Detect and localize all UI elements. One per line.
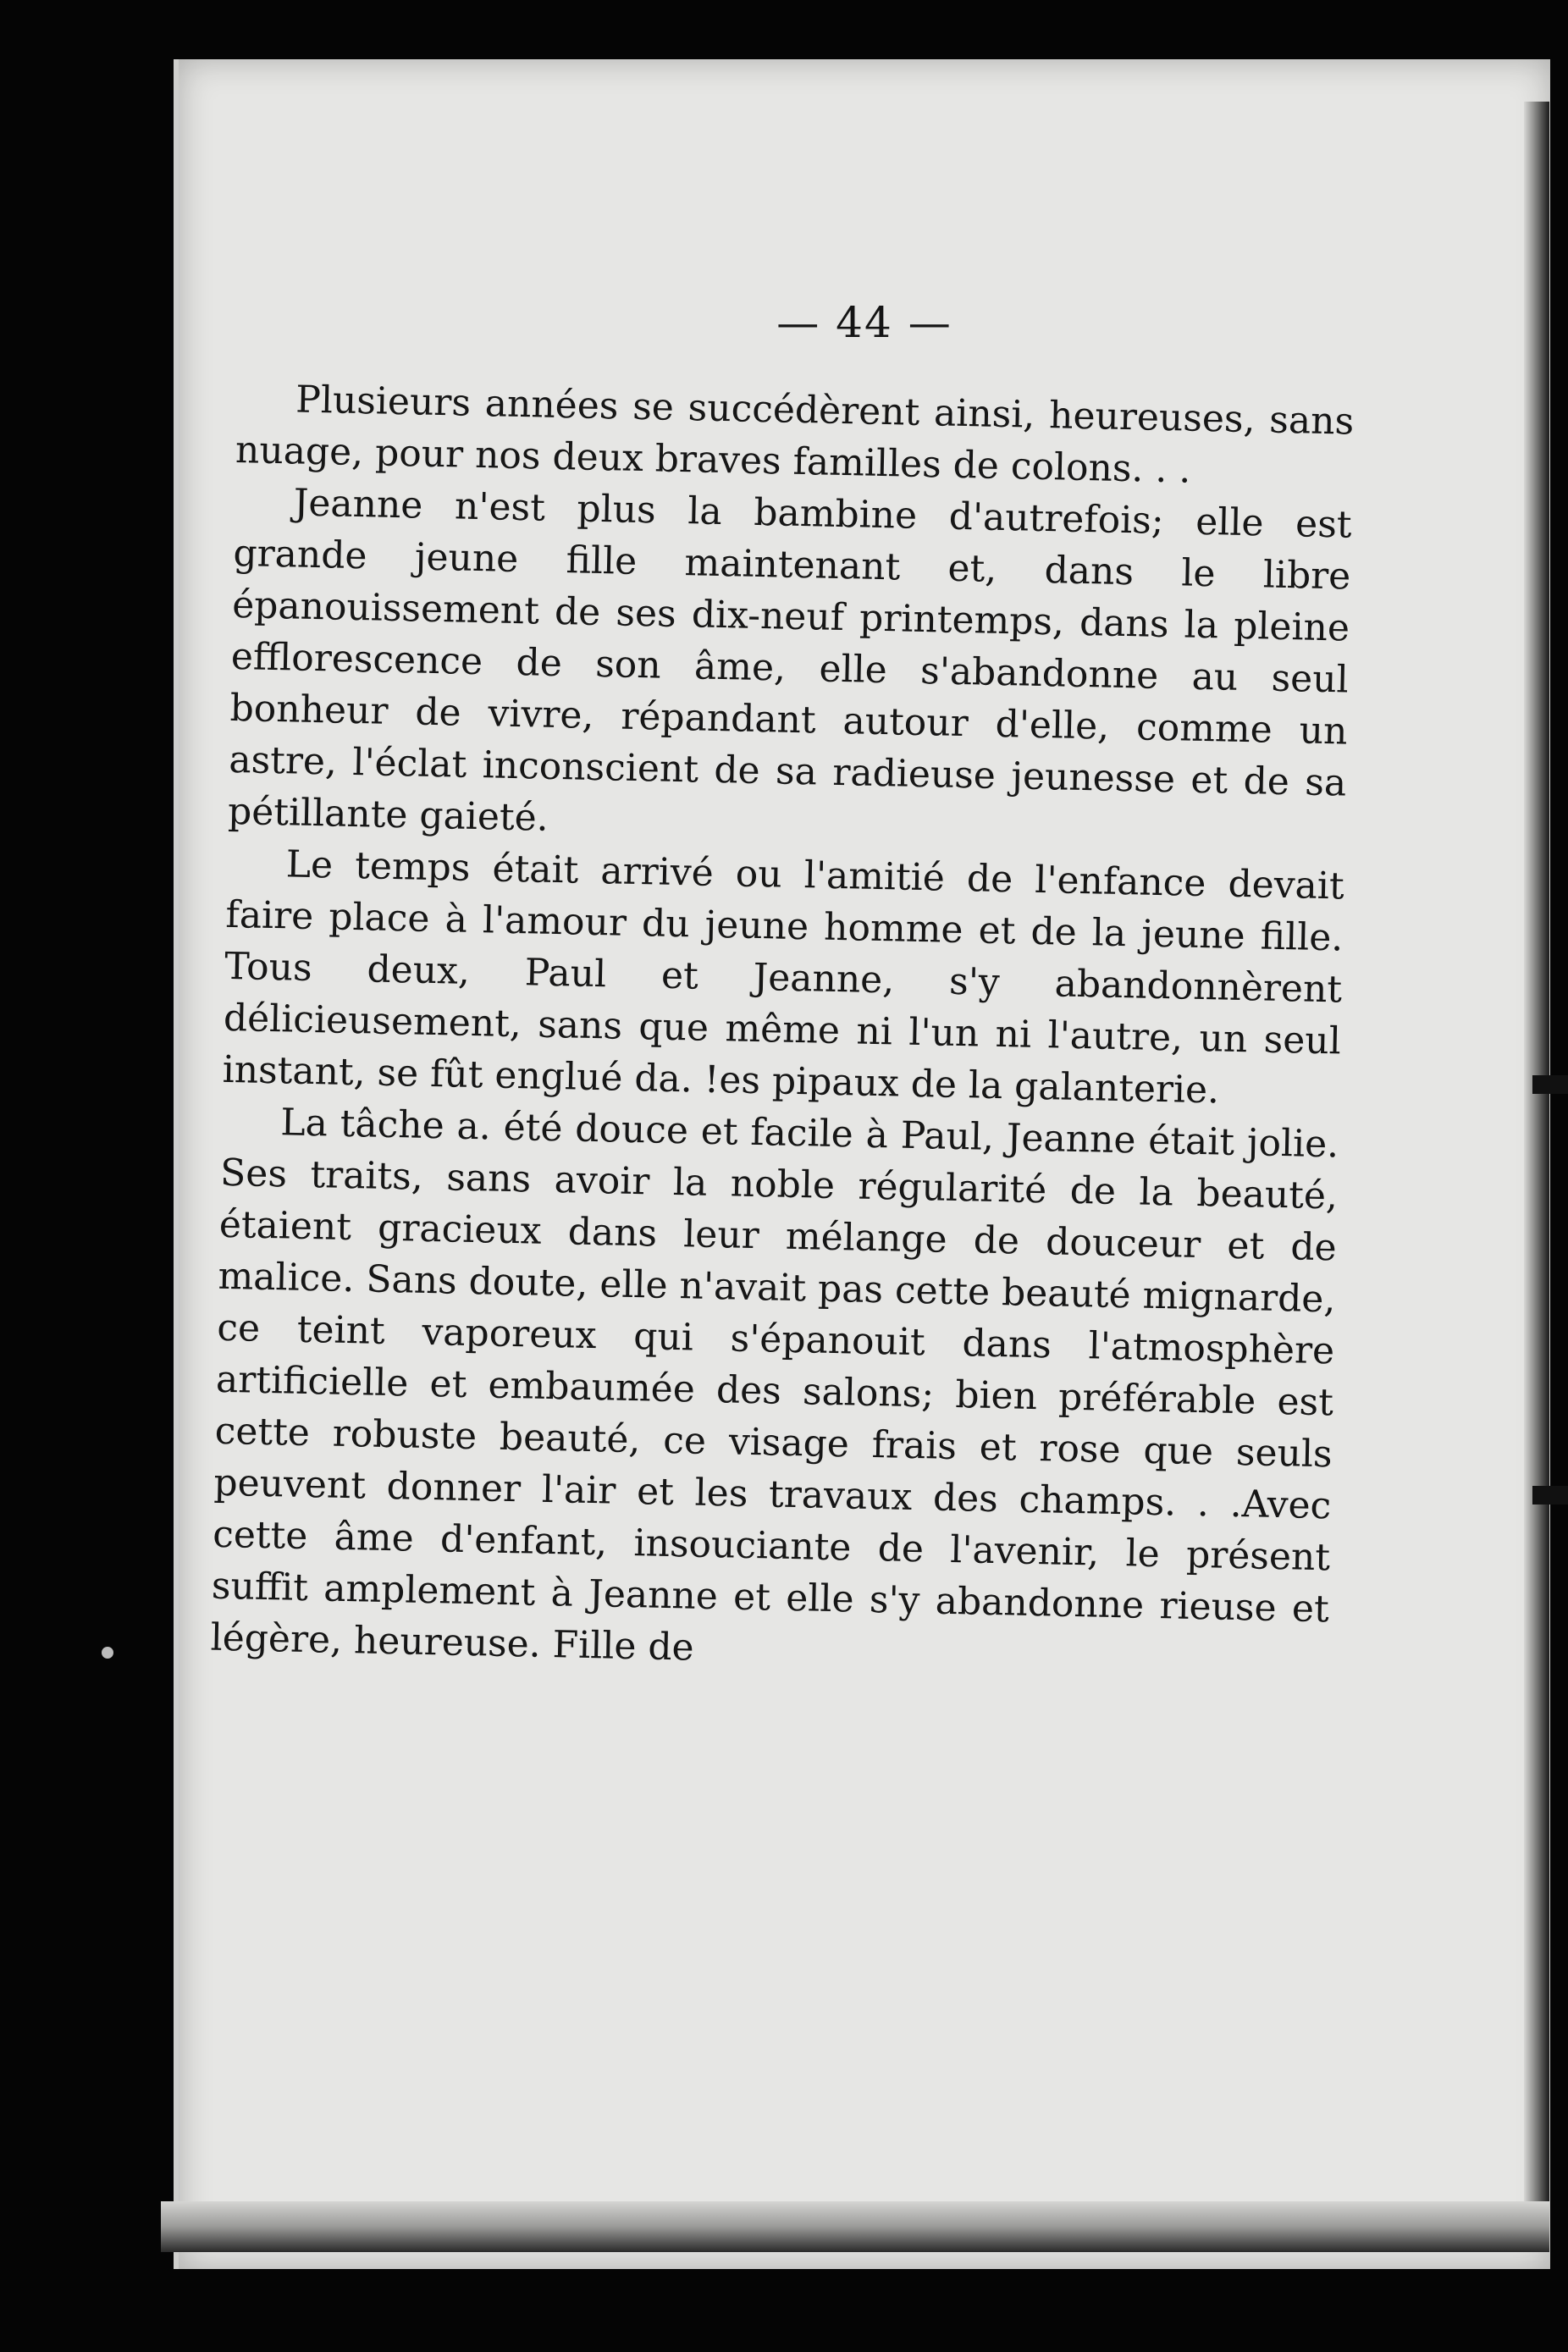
binding-mark-lower — [1532, 1486, 1568, 1505]
binding-mark-upper — [1532, 1075, 1568, 1094]
paragraph-4: La tâche a. été douce et facile à Paul, Jeanne était jolie. Ses traits, sans avoir la noble régularité de la beauté, étaient gracieux dans leur mélange de douceur et de malice. Sans doute, elle n'avait pas cette beauté mignarde, ce teint vaporeux qui s'épanouit dans l'atmosphère artificielle et embaumée des salons; bien préférable est cette robuste beauté, ce visage frais et rose que seuls peuvent donner l'air et les travaux des champs. . .Avec cette âme d'enfant, insouciante de l'avenir, le présent suffit amplement à Jeanne et elle s'y abandonne rieuse et légère, heureuse. Fille de — [210, 1101, 1339, 1670]
page-edge-right — [1524, 102, 1549, 2235]
paragraph-1: Plusieurs années se succédèrent ainsi, heureuses, sans nuage, pour nos deux braves familles de colons. . . — [235, 378, 1355, 492]
text-body — [210, 373, 1355, 1687]
page-number: — 44 — — [776, 298, 952, 347]
page-edge-bottom — [161, 2201, 1549, 2252]
paragraph-2: Jeanne n'est plus la bambine d'autrefois; elle est grande jeune fille maintenant et, dans le libre épanouissement de ses dix-neuf printemps, dans la pleine efflorescence de son âme, elle s'abandonne au seul bonheur de vivre, répandant autour d'elle, comme un astre, l'éclat inconscient de sa radieuse jeunesse et de sa pétillante gaieté. — [227, 481, 1353, 840]
binding-mark-left — [102, 1647, 113, 1659]
paragraph-3: Le temps était arrivé ou l'amitié de l'enfance devait faire place à l'amour du jeune homme et de la jeune fille. Tous deux, Paul et Jeanne, s'y abandonnèrent délicieusement, sans que même ni l'un ni l'autre, un seul instant, se fût englué da. !es pipaux de la galanterie. — [222, 842, 1345, 1113]
